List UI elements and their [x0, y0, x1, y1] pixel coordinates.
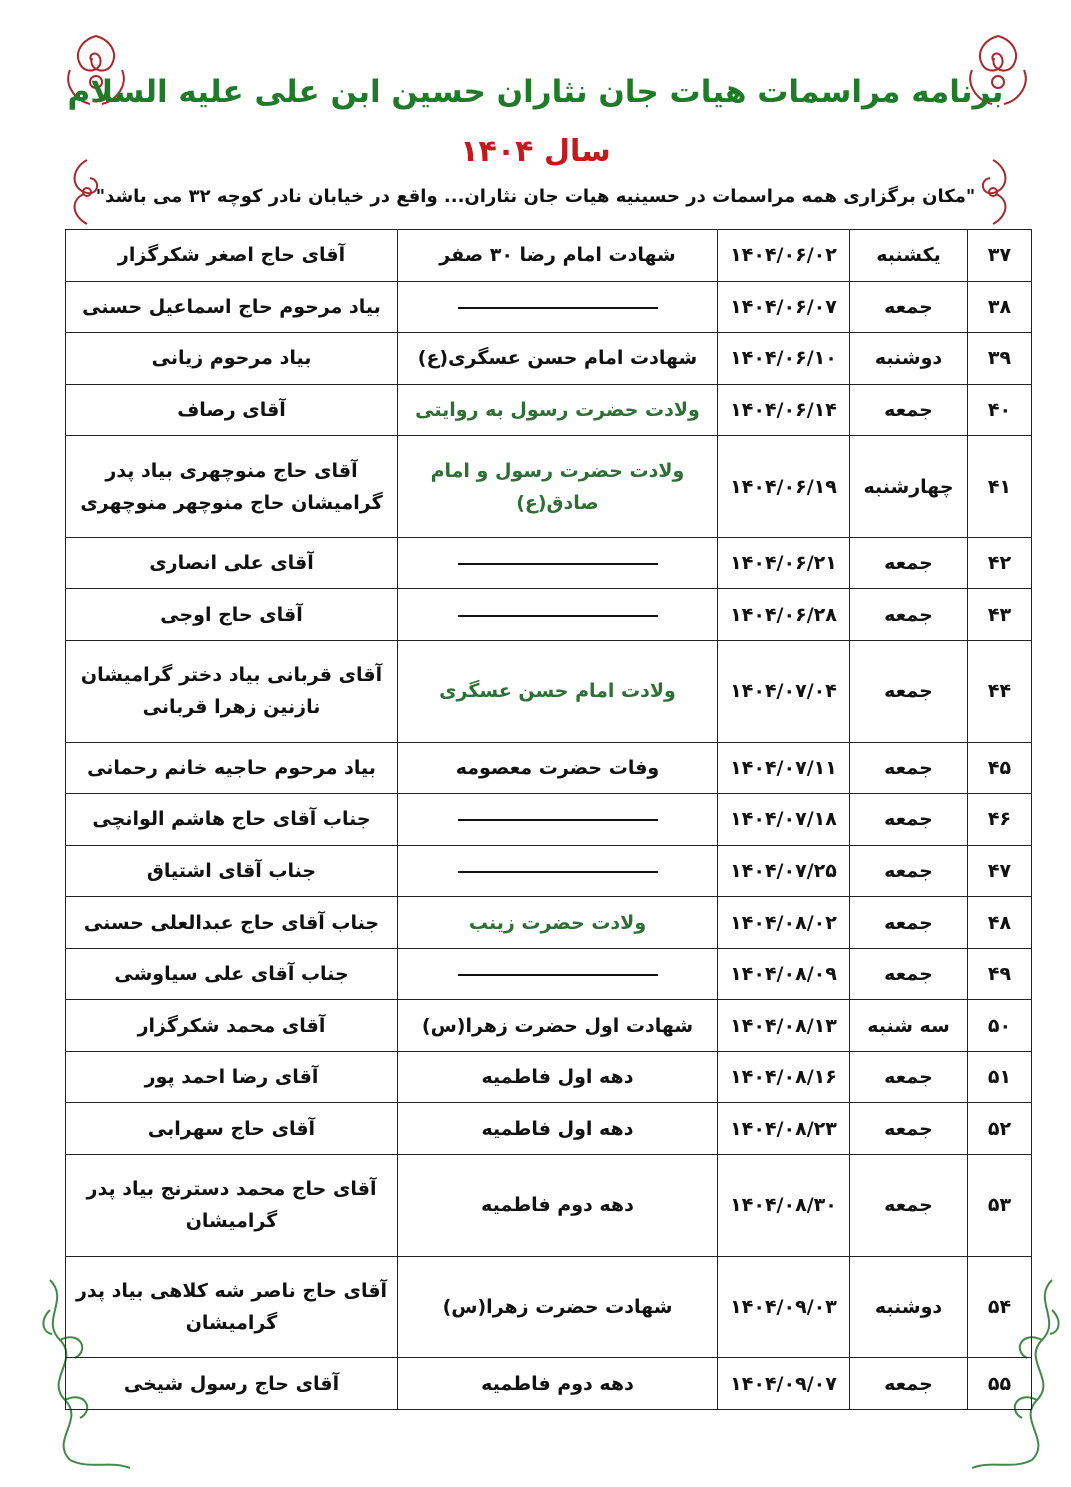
row-host: آقای حاج محمد دسترنج بیاد پدر گرامیشان	[66, 1155, 398, 1257]
row-day: جمعه	[850, 640, 968, 742]
empty-occasion-line	[458, 306, 658, 309]
row-host: جناب آقای اشتیاق	[66, 845, 398, 897]
row-day: جمعه	[850, 742, 968, 794]
table-row	[66, 742, 1032, 794]
row-occasion: شهادت امام رضا ۳۰ صفر	[398, 230, 718, 282]
row-day: جمعه	[850, 1051, 968, 1103]
row-date: ۱۴۰۴/۰۶/۲۱	[718, 537, 850, 589]
row-host: آقای رضا احمد پور	[66, 1051, 398, 1103]
row-date: ۱۴۰۴/۰۷/۲۵	[718, 845, 850, 897]
row-day: جمعه	[850, 1103, 968, 1155]
row-day: یکشنبه	[850, 230, 968, 282]
row-day: جمعه	[850, 948, 968, 1000]
row-number: ۵۰	[968, 1000, 1032, 1052]
table-row	[66, 230, 1032, 282]
table-row	[66, 537, 1032, 589]
row-number: ۴۵	[968, 742, 1032, 794]
table-row	[66, 1358, 1032, 1410]
empty-occasion-line	[458, 973, 658, 976]
row-date: ۱۴۰۴/۰۹/۰۷	[718, 1358, 850, 1410]
year-heading: سال ۱۴۰۴	[460, 134, 611, 169]
row-day: جمعه	[850, 845, 968, 897]
row-date: ۱۴۰۴/۰۶/۰۲	[718, 230, 850, 282]
row-occasion: وفات حضرت معصومه	[398, 742, 718, 794]
table-row	[66, 948, 1032, 1000]
table-row	[66, 1103, 1032, 1155]
row-occasion	[398, 845, 718, 897]
row-host: آقای حاج منوچهری بیاد پدر گرامیشان حاج منوچهر منوچهری	[66, 436, 398, 538]
row-host: آقای رصاف	[66, 384, 398, 436]
row-occasion: شهادت اول حضرت زهرا(س)	[398, 1000, 718, 1052]
schedule-body	[66, 230, 1032, 1410]
row-date: ۱۴۰۴/۰۷/۱۱	[718, 742, 850, 794]
row-occasion	[398, 589, 718, 641]
row-date: ۱۴۰۴/۰۸/۱۳	[718, 1000, 850, 1052]
row-day: جمعه	[850, 589, 968, 641]
table-row	[66, 897, 1032, 949]
row-number: ۵۲	[968, 1103, 1032, 1155]
row-occasion: دهه دوم فاطمیه	[398, 1155, 718, 1257]
row-day: جمعه	[850, 1358, 968, 1410]
row-date: ۱۴۰۴/۰۶/۲۸	[718, 589, 850, 641]
row-date: ۱۴۰۴/۰۸/۰۲	[718, 897, 850, 949]
row-number: ۳۷	[968, 230, 1032, 282]
row-number: ۵۵	[968, 1358, 1032, 1410]
row-date: ۱۴۰۴/۰۶/۰۷	[718, 281, 850, 333]
row-date: ۱۴۰۴/۰۹/۰۳	[718, 1256, 850, 1358]
table-row	[66, 1051, 1032, 1103]
row-occasion: دهه دوم فاطمیه	[398, 1358, 718, 1410]
row-number: ۳۹	[968, 333, 1032, 385]
row-date: ۱۴۰۴/۰۸/۰۹	[718, 948, 850, 1000]
row-host: آقای حاج اصغر شکرگزار	[66, 230, 398, 282]
row-occasion: دهه اول فاطمیه	[398, 1051, 718, 1103]
row-number: ۴۴	[968, 640, 1032, 742]
row-date: ۱۴۰۴/۰۷/۱۸	[718, 794, 850, 846]
row-day: چهارشنبه	[850, 436, 968, 538]
row-date: ۱۴۰۴/۰۶/۱۴	[718, 384, 850, 436]
row-date: ۱۴۰۴/۰۷/۰۴	[718, 640, 850, 742]
row-host: آقای حاج رسول شیخی	[66, 1358, 398, 1410]
row-number: ۴۸	[968, 897, 1032, 949]
table-row	[66, 589, 1032, 641]
table-row	[66, 845, 1032, 897]
empty-occasion-line	[458, 614, 658, 617]
table-row	[66, 794, 1032, 846]
row-date: ۱۴۰۴/۰۸/۲۳	[718, 1103, 850, 1155]
row-host: بیاد مرحوم حاجیه خانم رحمانی	[66, 742, 398, 794]
row-day: جمعه	[850, 281, 968, 333]
row-number: ۳۸	[968, 281, 1032, 333]
row-number: ۵۱	[968, 1051, 1032, 1103]
row-number: ۴۹	[968, 948, 1032, 1000]
row-date: ۱۴۰۴/۰۶/۱۰	[718, 333, 850, 385]
row-number: ۴۳	[968, 589, 1032, 641]
empty-occasion-line	[458, 870, 658, 873]
row-day: جمعه	[850, 537, 968, 589]
row-day: جمعه	[850, 1155, 968, 1257]
location-note: "مکان برگزاری همه مراسمات در حسینیه هیات جان نثاران... واقع در خیابان نادر کوچه ۳۲ می باشد"	[95, 186, 976, 207]
row-host: آقای حاج سهرابی	[66, 1103, 398, 1155]
row-occasion	[398, 794, 718, 846]
row-number: ۴۰	[968, 384, 1032, 436]
empty-occasion-line	[458, 818, 658, 821]
row-day: سه شنبه	[850, 1000, 968, 1052]
row-occasion	[398, 537, 718, 589]
row-day: جمعه	[850, 794, 968, 846]
row-occasion: دهه اول فاطمیه	[398, 1103, 718, 1155]
row-occasion: ولادت حضرت زینب	[398, 897, 718, 949]
table-row	[66, 384, 1032, 436]
schedule-table	[65, 229, 1032, 1410]
page-title: برنامه مراسمات هیات جان نثاران حسین ابن علی علیه السلام	[67, 74, 1004, 110]
empty-occasion-line	[458, 562, 658, 565]
row-number: ۵۴	[968, 1256, 1032, 1358]
row-date: ۱۴۰۴/۰۶/۱۹	[718, 436, 850, 538]
row-host: آقای حاج ناصر شه کلاهی بیاد پدر گرامیشان	[66, 1256, 398, 1358]
row-occasion: شهادت امام حسن عسگری(ع)	[398, 333, 718, 385]
table-row	[66, 281, 1032, 333]
row-host: آقای حاج اوجی	[66, 589, 398, 641]
table-row	[66, 1256, 1032, 1358]
row-occasion	[398, 281, 718, 333]
row-occasion: شهادت حضرت زهرا(س)	[398, 1256, 718, 1358]
row-host: جناب آقای حاج عبدالعلی حسنی	[66, 897, 398, 949]
row-host: بیاد مرحوم حاج اسماعیل حسنی	[66, 281, 398, 333]
table-row	[66, 333, 1032, 385]
row-day: دوشنبه	[850, 333, 968, 385]
row-host: جناب آقای حاج هاشم الوانچی	[66, 794, 398, 846]
row-date: ۱۴۰۴/۰۸/۱۶	[718, 1051, 850, 1103]
row-number: ۵۳	[968, 1155, 1032, 1257]
row-day: جمعه	[850, 384, 968, 436]
row-host: آقای محمد شکرگزار	[66, 1000, 398, 1052]
row-occasion: ولادت امام حسن عسگری	[398, 640, 718, 742]
row-host: آقای علی انصاری	[66, 537, 398, 589]
row-host: آقای قربانی بیاد دختر گرامیشان نازنین زهرا قربانی	[66, 640, 398, 742]
row-number: ۴۲	[968, 537, 1032, 589]
row-date: ۱۴۰۴/۰۸/۳۰	[718, 1155, 850, 1257]
row-host: جناب آقای علی سیاوشی	[66, 948, 398, 1000]
row-occasion: ولادت حضرت رسول به روایتی	[398, 384, 718, 436]
row-number: ۴۶	[968, 794, 1032, 846]
row-occasion: ولادت حضرت رسول و امام صادق(ع)	[398, 436, 718, 538]
table-row	[66, 436, 1032, 538]
table-row	[66, 1155, 1032, 1257]
row-occasion	[398, 948, 718, 1000]
row-day: جمعه	[850, 897, 968, 949]
table-row	[66, 640, 1032, 742]
row-host: بیاد مرحوم زیانی	[66, 333, 398, 385]
row-number: ۴۱	[968, 436, 1032, 538]
row-number: ۴۷	[968, 845, 1032, 897]
table-row	[66, 1000, 1032, 1052]
row-day: دوشنبه	[850, 1256, 968, 1358]
